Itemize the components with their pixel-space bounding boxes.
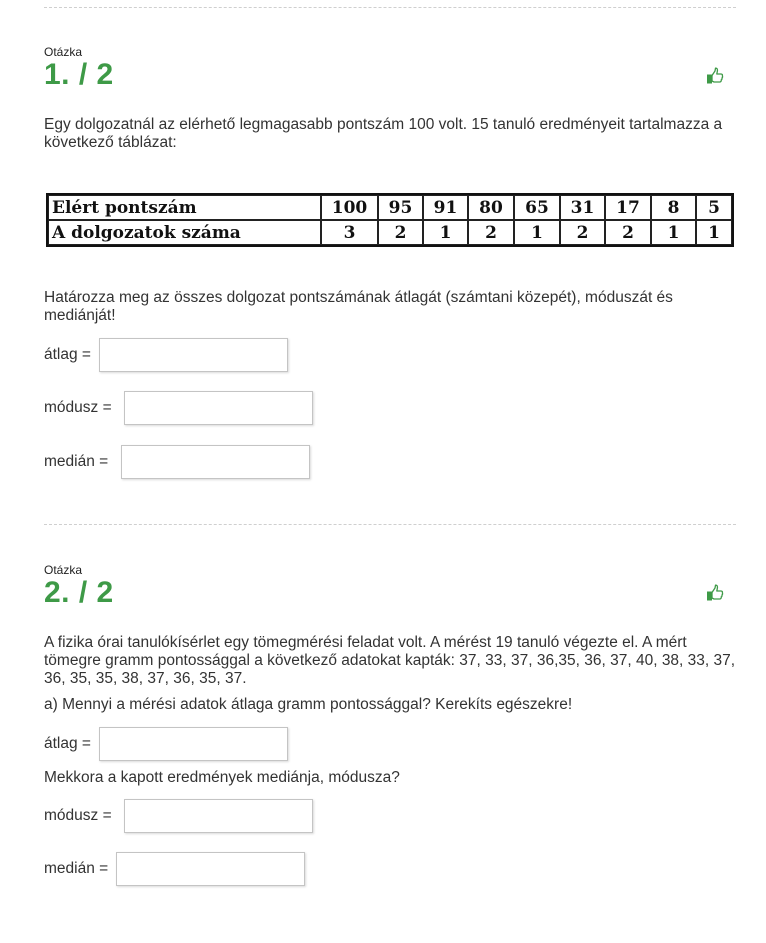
- table-cell: 8: [651, 195, 696, 220]
- score-table: [46, 193, 734, 247]
- table-cell: 100: [321, 195, 378, 220]
- question-2: [44, 563, 736, 943]
- median-input[interactable]: [116, 852, 305, 886]
- question-number: 2. / 2: [44, 576, 114, 609]
- divider: [44, 524, 736, 525]
- question-number: 1. / 2: [44, 58, 114, 91]
- atlag-input[interactable]: [99, 338, 288, 372]
- row-header: Elért pontszám: [48, 195, 321, 220]
- field-label: medián =: [44, 453, 109, 470]
- question-intro: A fizika órai tanulókísérlet egy tömegmérési feladat volt. A mérést 19 tanuló végezte el. A mért tömegre gramm pontossággal a következő adatokat kapták: 37, 33, 37, 36,35, 36, 37, 40, 38, 33, 37, 36, 35, 35, 38, 37, 36, 35, 37.: [44, 634, 736, 687]
- question-prompt: Határozza meg az összes dolgozat pontszámának átlagát (számtani közepét), móduszát és mediánját!: [44, 289, 673, 324]
- table-cell: 80: [468, 195, 514, 220]
- question-part-b: Mekkora a kapott eredmények mediánja, módusza?: [44, 769, 400, 786]
- field-atlag: [44, 727, 288, 761]
- field-median: [44, 852, 305, 886]
- question-1: [44, 45, 736, 485]
- table-cell: 1: [696, 220, 732, 245]
- row-header: A dolgozatok száma: [48, 220, 321, 245]
- question-part-a: a) Mennyi a mérési adatok átlaga gramm pontossággal? Kerekíts egészekre!: [44, 696, 573, 713]
- thumbs-up-icon[interactable]: [706, 67, 724, 85]
- divider: [44, 7, 736, 8]
- table-cell: 3: [321, 220, 378, 245]
- question-intro: Egy dolgozatnál az elérhető legmagasabb pontszám 100 volt. 15 tanuló eredményeit tartalmazza a következő táblázat:: [44, 116, 723, 151]
- median-input[interactable]: [121, 445, 310, 479]
- table-cell: 91: [423, 195, 468, 220]
- field-label: átlag =: [44, 346, 91, 363]
- table-cell: 2: [378, 220, 423, 245]
- table-cell: 31: [560, 195, 605, 220]
- table-cell: 95: [378, 195, 423, 220]
- table-cell: 1: [651, 220, 696, 245]
- table-cell: 2: [468, 220, 514, 245]
- field-atlag: [44, 338, 288, 372]
- field-label: módusz =: [44, 399, 112, 416]
- table-cell: 5: [696, 195, 732, 220]
- table-cell: 17: [605, 195, 651, 220]
- modusz-input[interactable]: [124, 799, 313, 833]
- field-label: medián =: [44, 860, 109, 877]
- thumbs-up-icon[interactable]: [706, 584, 724, 602]
- question-label: Otázka: [44, 563, 83, 577]
- question-label: Otázka: [44, 45, 83, 59]
- table-row: [48, 195, 732, 220]
- modusz-input[interactable]: [124, 391, 313, 425]
- atlag-input[interactable]: [99, 727, 288, 761]
- field-modusz: [44, 391, 313, 425]
- table-row: [48, 220, 732, 245]
- field-median: [44, 445, 310, 479]
- field-modusz: [44, 799, 313, 833]
- table-cell: 2: [605, 220, 651, 245]
- field-label: átlag =: [44, 735, 91, 752]
- table-cell: 2: [560, 220, 605, 245]
- table-cell: 1: [423, 220, 468, 245]
- table-cell: 1: [514, 220, 560, 245]
- table-cell: 65: [514, 195, 560, 220]
- field-label: módusz =: [44, 807, 112, 824]
